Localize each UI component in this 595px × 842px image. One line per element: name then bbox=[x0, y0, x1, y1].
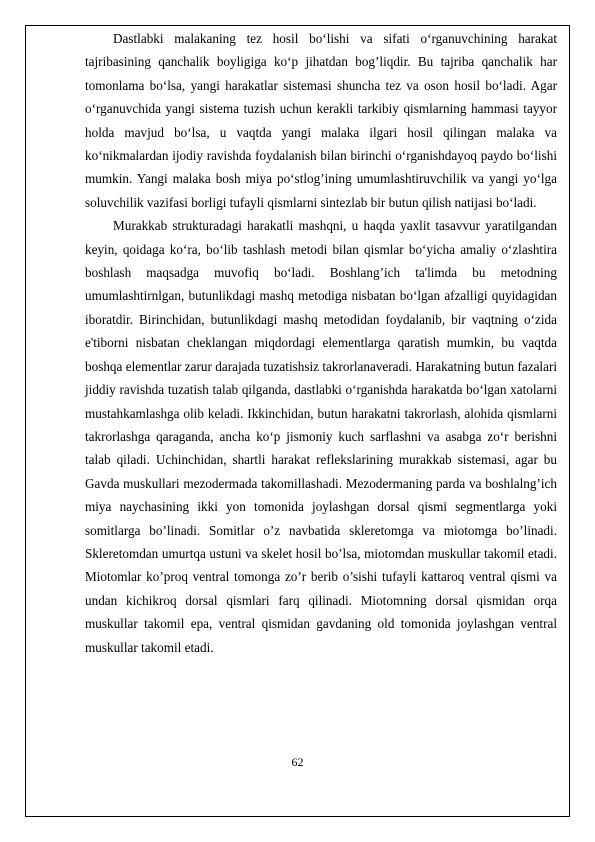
page-content bbox=[85, 27, 557, 659]
page-number: 62 bbox=[291, 755, 304, 769]
paragraph-1: Dastlabki malakaning tez hosil bo‘lishi va sifati o‘rganuvchining harakat tajribasining qanchalik boyligiga ko‘p jihatdan bog’liqdir. Bu tajriba qanchalik har tomonlama bo‘lsa, yangi harakatlar sistemasi shuncha tez va oson hosil bo‘ladi. Agar o‘rganuvchida yangi sistema tuzish uchun kerakli tarkibiy qismlarning hammasi tayyor holda mavjud bo‘lsa, u vaqtda yangi malaka ilgari hosil qilingan malaka va ko‘nikmalardan ijodiy ravishda foydalanish bilan birinchi o‘rganishdayoq paydo bo‘lishi mumkin. Yangi malaka bosh miya po‘stlog’ining umumlashtiruvchilik va yangi yo‘lga soluvchilik vazifasi borligi tufayli qismlarni sintezlab bir butun qilish natijasi bo‘ladi. bbox=[85, 31, 557, 210]
paragraph-2: Murakkab strukturadagi harakatli mashqni, u haqda yaxlit tasavvur yaratilgandan keyin, qoidaga ko‘ra, bo‘lib tashlash metodi bilan qismlar bo‘yicha amaliy o‘zlashtira boshlash maqsadga muvofiq bo‘ladi. Boshlang’ich ta'limda bu metodning umumlashtirnlgan, butunlikdagi mashq metodiga nisbatan bo‘lgan afzalligi quyidagidan iboratdir. Birinchidan, butunlikdagi mashq metodidan foydalanib, bir vaqtning o‘zida e'tiborni nisbatan cheklangan miqdordagi elementlarga qaratish mumkin, bu vaqtda boshqa elementlar zarur darajada tuzatishsiz takrorlanaveradi. Harakatning butun fazalari jiddiy ravishda tuzatish talab qilganda, dastlabki o‘rganishda harakatda bo‘lgan xatolarni mustahkamlashga olib keladi. Ikkinchidan, butun harakatni takrorlash, alohida qismlarni takrorlashga qaraganda, ancha ko‘p jismoniy kuch sarflashni va asabga zo‘r berishni talab qiladi. Uchinchidan, shartli harakat reflekslarining murakkab sistemasi, agar bu Gavda muskullari mezodermada takomillashadi. Mezodermaning parda va boshlalng’ich miya naychasining ikki yon tomonida joylashgan dorsal qismi segmentlarga yoki somitlarga bo’linadi. Somitlar o’z navbatida skleretomga va miotomga bo’linadi. Skleretomdan umurtqa ustuni va skelet hosil bo’lsa, miotomdan muskullar takomil etadi. Miotomlar ko’proq ventral tomonga zo’r berib o’sishi tufayli kattaroq ventral qismi va undan kichikroq dorsal qismlari farq qilinadi. Miotomning dorsal qismidan orqa muskullar takomil epa, ventral qismidan gavdaning old tomonida joylashgan ventral muskullar takomil etadi. bbox=[85, 218, 557, 655]
